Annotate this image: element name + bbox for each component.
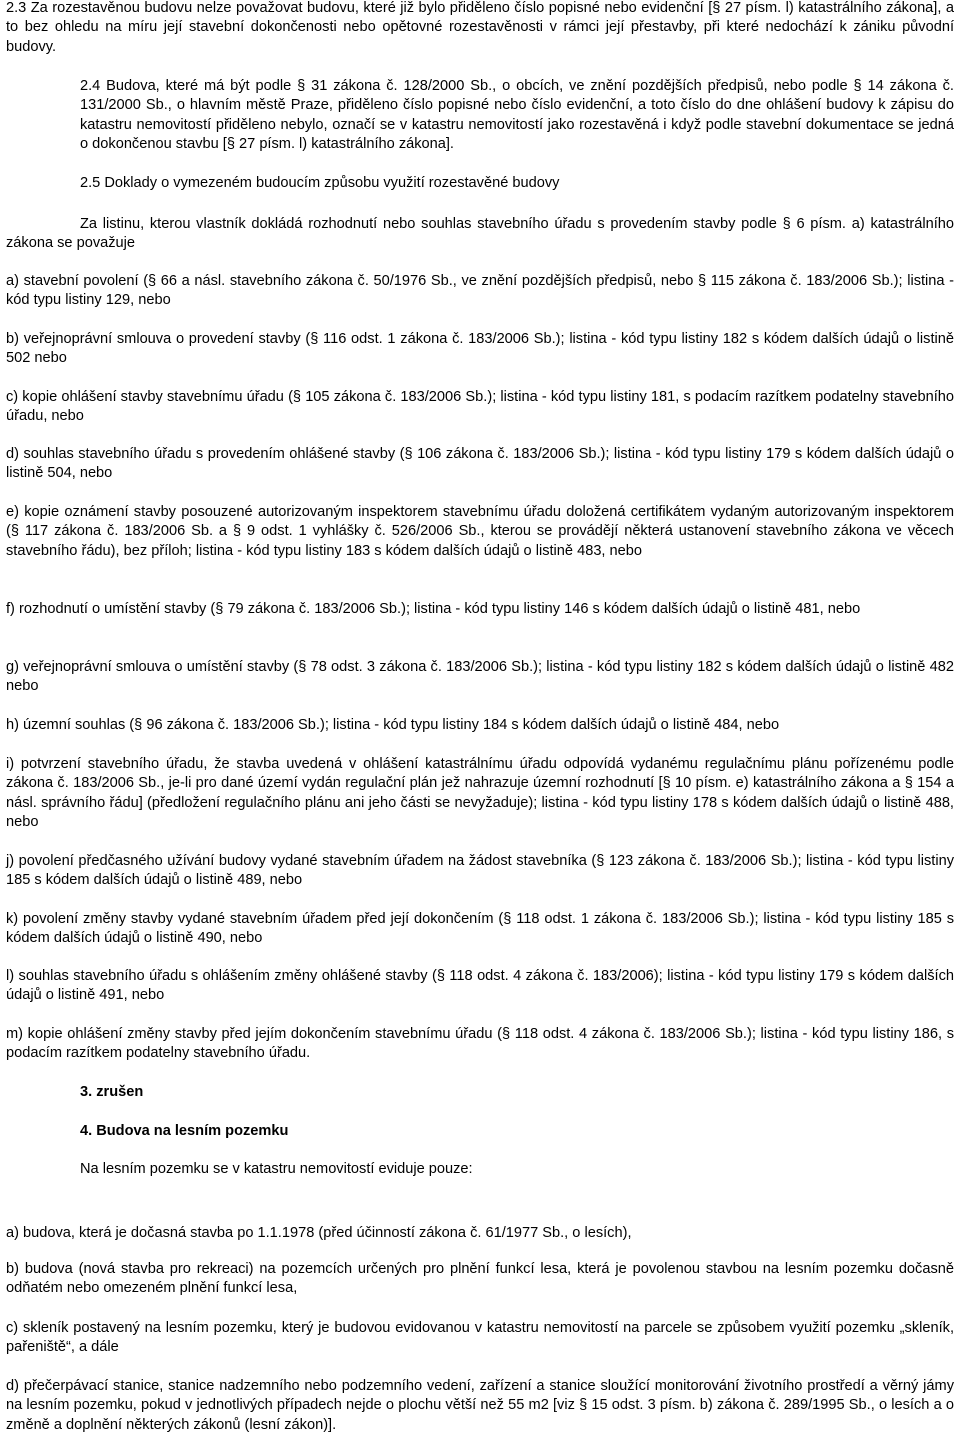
list-item-m: m) kopie ohlášení změny stavby před jejím dokončením stavebnímu úřadu (§ 118 odst. 4 zákona č. 183/2006 Sb.); listina - kód typu listiny 186, s podacím razítkem podatelny stavebního úřadu. bbox=[6, 1026, 954, 1062]
list-item-d: d) souhlas stavebního úřadu s provedením ohlášené stavby (§ 106 zákona č. 183/2006 Sb.); listina - kód typu listiny 179 s kódem dalších údajů o listině 504, nebo bbox=[6, 446, 954, 482]
list-item-e: e) kopie oznámení stavby posouzené autorizovaným inspektorem stavebnímu úřadu doložená certifikátem vydaným autorizovaným inspektorem (§ 117 zákona č. 183/2006 Sb. a § 9 odst. 1 vyhlášky č. 526/2006 Sb., kterou se provádějí některá ustanovení stavebního zákona ve věcech stavebního řádu), bez příloh; listina - kód typu listiny 183 s kódem dalších údajů o listině 483, nebo bbox=[6, 504, 954, 559]
list-item-f: f) rozhodnutí o umístění stavby (§ 79 zákona č. 183/2006 Sb.); listina - kód typu listiny 146 s kódem dalších údajů o listině 481, nebo bbox=[6, 601, 861, 617]
heading-3: 3. zrušen bbox=[80, 1084, 144, 1100]
heading-2-5: 2.5 Doklady o vymezeném budoucím způsobu využití rozestavěné budovy bbox=[80, 175, 560, 191]
forest-item-d: d) přečerpávací stanice, stanice nadzemního nebo podzemního vedení, zařízení a stanice sloužící monitorování životního prostředí a věrný jámy na lesním pozemku, pokud v jednotlivých případech nejde o plochu větší než 55 m2 [viz § 15 odst. 3 písm. b) zákona č. 289/1995 Sb., o lesích a o změně a doplnění některých zákonů (lesní zákon)]. bbox=[6, 1378, 954, 1433]
list-item-i: i) potvrzení stavebního úřadu, že stavba uvedená v ohlášení katastrálnímu úřadu odpovídá vydanému regulačnímu plánu pořízenému podle zákona č. 183/2006 Sb., je-li pro dané území vydán regulační plán jež nahrazuje územní rozhodnutí [§ 10 písm. e) katastrálního zákona a § 154 a násl. správního řádu] (předložení regulačního plánu ani jeho části se nevyžaduje); listina - kód typu listiny 178 s kódem dalších údajů o listině 488, nebo bbox=[6, 756, 954, 830]
forest-item-b: b) budova (nová stavba pro rekreaci) na pozemcích určených pro plnění funkcí lesa, která je povolenou stavbou na lesním pozemku dočasně odňatém nebo omezeném plnění funkcí lesa, bbox=[6, 1261, 954, 1297]
forest-item-a: a) budova, která je dočasná stavba po 1.1.1978 (před účinností zákona č. 61/1977 Sb., o lesích), bbox=[6, 1225, 632, 1241]
heading-4: 4. Budova na lesním pozemku bbox=[80, 1123, 289, 1139]
paragraph-2-5-intro: Za listinu, kterou vlastník dokládá rozhodnutí nebo souhlas stavebního úřadu s provedením stavby podle § 6 písm. a) katastrálního zákona se považuje bbox=[6, 216, 954, 252]
paragraph-4-intro: Na lesním pozemku se v katastru nemovitostí eviduje pouze: bbox=[80, 1161, 473, 1177]
list-item-k: k) povolení změny stavby vydané stavebním úřadem před její dokončením (§ 118 odst. 1 zákona č. 183/2006 Sb.); listina - kód typu listiny 185 s kódem dalších údajů o listině 490, nebo bbox=[6, 911, 954, 947]
paragraph-2-4-text: 2.4 Budova, které má být podle § 31 zákona č. 128/2000 Sb., o obcích, ve znění pozdějších předpisů, nebo podle § 14 zákona č. 131/2000 Sb., o hlavním městě Praze, přiděleno číslo popisné nebo číslo evidenční, a toto číslo do dne ohlášení budovy k zápisu do katastru nemovitostí přiděleno nebylo, označí se v katastru nemovitostí jako rozestavěná i když podle stavební dokumentace se jedná o dokončenou stavbu [§ 27 písm. l) katastrálního zákona]. bbox=[80, 78, 954, 152]
list-item-j: j) povolení předčasného užívání budovy vydané stavebním úřadem na žádost stavebníka (§ 123 zákona č. 183/2006 Sb.); listina - kód typu listiny 185 s kódem dalších údajů o listině 489, nebo bbox=[6, 853, 954, 889]
list-item-c: c) kopie ohlášení stavby stavebnímu úřadu (§ 105 zákona č. 183/2006 Sb.); listina - kód typu listiny 181, s podacím razítkem podatelny stavebního úřadu, nebo bbox=[6, 389, 954, 425]
list-item-g: g) veřejnoprávní smlouva o umístění stavby (§ 78 odst. 3 zákona č. 183/2006 Sb.); listina - kód typu listiny 182 s kódem dalších údajů o listině 482 nebo bbox=[6, 659, 954, 695]
forest-item-c: c) skleník postavený na lesním pozemku, který je budovou evidovanou v katastru nemovitostí na parcele se způsobem využití pozemku „skleník, pařeniště“, a dále bbox=[6, 1320, 954, 1356]
list-item-b: b) veřejnoprávní smlouva o provedení stavby (§ 116 odst. 1 zákona č. 183/2006 Sb.); listina - kód typu listiny 182 s kódem dalších údajů o listině 502 nebo bbox=[6, 331, 954, 367]
paragraph-2-3: 2.3 Za rozestavěnou budovu nelze považovat budovu, které již bylo přiděleno číslo popisné nebo evidenční [§ 27 písm. l) katastrálního zákona], a to bez ohledu na míru její stavební dokončenosti nebo opětovné rozestavěnosti v rámci její přestavby, při které nedochází k zániku původní budovy. bbox=[6, 0, 954, 55]
list-item-l: l) souhlas stavebního úřadu s ohlášením změny ohlášené stavby (§ 118 odst. 4 zákona č. 183/2006); listina - kód typu listiny 179 s kódem dalších údajů o listině 491, nebo bbox=[6, 968, 954, 1004]
list-item-a: a) stavební povolení (§ 66 a násl. stavebního zákona č. 50/1976 Sb., ve znění pozdějších předpisů, nebo § 115 zákona č. 183/2006 Sb.); listina - kód typu listiny 129, nebo bbox=[6, 273, 954, 309]
list-item-h: h) územní souhlas (§ 96 zákona č. 183/2006 Sb.); listina - kód typu listiny 184 s kódem dalších údajů o listině 484, nebo bbox=[6, 717, 780, 733]
paragraph-2-4 bbox=[80, 77, 954, 154]
